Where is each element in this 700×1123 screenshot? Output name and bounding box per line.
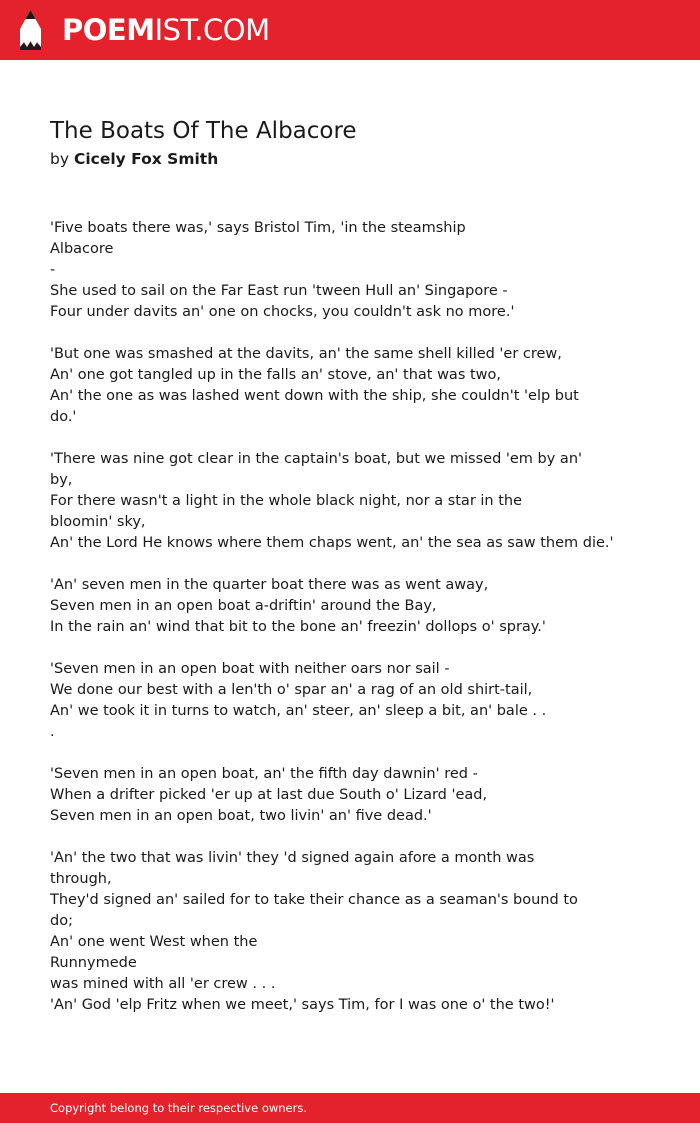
poem-line: An' we took it in turns to watch, an' steer, an' sleep a bit, an' bale . . bbox=[50, 703, 547, 719]
stanza-break bbox=[50, 743, 670, 764]
poem-line: 'But one was smashed at the davits, an' the same shell killed 'er crew, bbox=[50, 346, 562, 362]
logo-light-text: IST.COM bbox=[154, 13, 270, 47]
poem-line: Runnymede bbox=[50, 955, 137, 971]
site-logo[interactable] bbox=[62, 11, 270, 49]
poem-line: Seven men in an open boat a-driftin' around the Bay, bbox=[50, 598, 437, 614]
poem-line: Seven men in an open boat, two livin' an' five dead.' bbox=[50, 808, 432, 824]
poem-line: do; bbox=[50, 913, 73, 929]
poem-line: - bbox=[50, 262, 56, 278]
byline bbox=[50, 149, 218, 169]
poem-line: was mined with all 'er crew . . . bbox=[50, 976, 276, 992]
stanza-break bbox=[50, 428, 670, 449]
stanza-break bbox=[50, 827, 670, 848]
poem-line: by, bbox=[50, 472, 73, 488]
pen-nib-icon[interactable] bbox=[17, 9, 44, 51]
poem-line: 'An' God 'elp Fritz when we meet,' says Tim, for I was one o' the two!' bbox=[50, 997, 555, 1013]
poem-line: do.' bbox=[50, 409, 77, 425]
stanza-break bbox=[50, 638, 670, 659]
poem-line: Four under davits an' one on chocks, you couldn't ask no more.' bbox=[50, 304, 515, 320]
poem-body bbox=[50, 218, 670, 1016]
poem-line: bloomin' sky, bbox=[50, 514, 146, 530]
poem-line: through, bbox=[50, 871, 112, 887]
poem-line: 'An' seven men in the quarter boat there was as went away, bbox=[50, 577, 489, 593]
poem-line: An' one got tangled up in the falls an' stove, an' that was two, bbox=[50, 367, 502, 383]
by-label: by bbox=[50, 150, 70, 168]
poem-line: 'There was nine got clear in the captain's boat, but we missed 'em by an' bbox=[50, 451, 582, 467]
site-footer bbox=[0, 1093, 700, 1123]
logo-bold-text: POEM bbox=[62, 13, 155, 47]
poem-line: 'Seven men in an open boat with neither oars nor sail - bbox=[50, 661, 450, 677]
site-header bbox=[0, 0, 700, 60]
poem-line: An' one went West when the bbox=[50, 934, 258, 950]
poem-line: In the rain an' wind that bit to the bone an' freezin' dollops o' spray.' bbox=[50, 619, 546, 635]
poem-line: An' the Lord He knows where them chaps went, an' the sea as saw them die.' bbox=[50, 535, 614, 551]
poem-line: When a drifter picked 'er up at last due South o' Lizard 'ead, bbox=[50, 787, 488, 803]
poem-line: 'Five boats there was,' says Bristol Tim, 'in the steamship bbox=[50, 220, 466, 236]
stanza-break bbox=[50, 554, 670, 575]
poem-line: . bbox=[50, 724, 55, 740]
stanza-break bbox=[50, 323, 670, 344]
poem-line: For there wasn't a light in the whole black night, nor a star in the bbox=[50, 493, 523, 509]
poem-line: She used to sail on the Far East run 'tween Hull an' Singapore - bbox=[50, 283, 508, 299]
copyright-notice: Copyright belong to their respective owners. bbox=[50, 1101, 308, 1115]
poem-line: 'An' the two that was livin' they 'd signed again afore a month was bbox=[50, 850, 535, 866]
poem-line: We done our best with a len'th o' spar an' a rag of an old shirt-tail, bbox=[50, 682, 533, 698]
poem-line: Albacore bbox=[50, 241, 114, 257]
author-name: Cicely Fox Smith bbox=[73, 150, 219, 168]
poem-line: 'Seven men in an open boat, an' the fifth day dawnin' red - bbox=[50, 766, 478, 782]
poem-line: An' the one as was lashed went down with the ship, she couldn't 'elp but bbox=[50, 388, 579, 404]
poem-title: The Boats Of The Albacore bbox=[50, 118, 357, 144]
poem-line: They'd signed an' sailed for to take their chance as a seaman's bound to bbox=[50, 892, 578, 908]
